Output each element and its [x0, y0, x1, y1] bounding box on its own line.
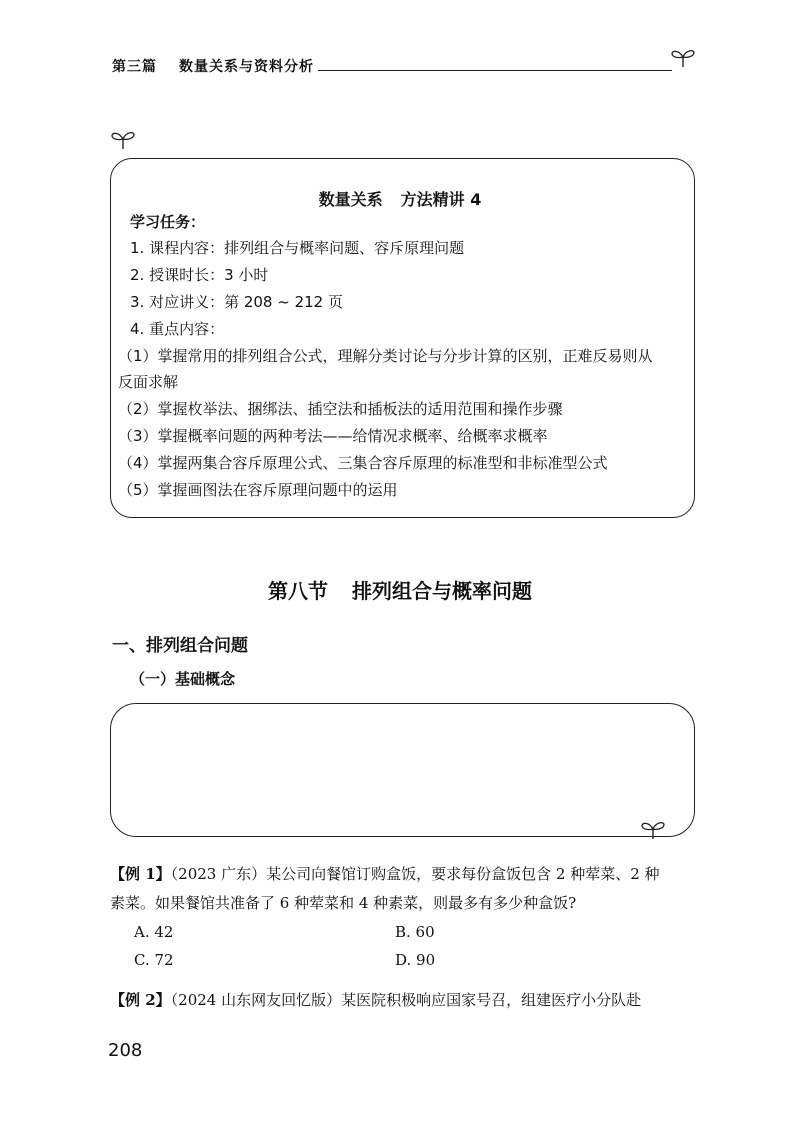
- task-line: 3. 对应讲义：第 208 ~ 212 页: [130, 293, 343, 311]
- running-header: [112, 56, 314, 76]
- heading-level-2: （一）基础概念: [130, 670, 236, 688]
- task-title-part-b: 方法精讲 4: [400, 190, 482, 209]
- section-name: 排列组合与概率问题: [352, 579, 532, 603]
- task-line: （2）掌握枚举法、捆绑法、插空法和插板法的适用范围和操作步骤: [118, 400, 563, 418]
- task-line: 反面求解: [118, 373, 179, 391]
- task-line: （4）掌握两集合容斥原理公式、三集合容斥原理的标准型和非标准型公式: [118, 454, 608, 472]
- task-line: （3）掌握概率问题的两种考法——给情况求概率、给概率求概率: [118, 427, 548, 445]
- task-line: （5）掌握画图法在容斥原理问题中的运用: [118, 481, 398, 499]
- header-title: 数量关系与资料分析: [179, 59, 314, 75]
- example-2-line-1: [110, 990, 641, 1010]
- option-a: A. 42: [134, 923, 174, 941]
- task-line: （1）掌握常用的排列组合公式，理解分类讨论与分步计算的区别，正难反易则从: [118, 347, 653, 365]
- header-part: 第三篇: [112, 59, 157, 75]
- option-b: B. 60: [395, 923, 435, 941]
- task-box-title: [0, 187, 800, 210]
- task-subtitle: 学习任务：: [130, 213, 206, 231]
- example-1-text: （2023 广东）某公司向餐馆订购盒饭，要求每份盒饭包含 2 种荤菜、2 种: [170, 865, 660, 883]
- task-line: 4. 重点内容：: [130, 320, 225, 338]
- example-2-tag: 【例 2】: [110, 991, 171, 1009]
- option-c: C. 72: [134, 951, 174, 969]
- page-number: 208: [108, 1040, 143, 1061]
- sprout-icon: [670, 46, 696, 68]
- example-1-line-2: 素菜。如果餐馆共准备了 6 种荤菜和 4 种素菜，则最多有多少种盒饭?: [110, 894, 577, 912]
- heading-level-1: 一、排列组合问题: [112, 636, 248, 656]
- section-number: 第八节: [268, 579, 328, 603]
- task-line: 2. 授课时长：3 小时: [130, 266, 269, 284]
- header-rule: [318, 70, 672, 71]
- sprout-icon: [640, 818, 666, 840]
- section-title: [0, 575, 800, 604]
- example-1-tag: 【例 1】: [110, 865, 171, 883]
- option-d: D. 90: [395, 951, 436, 969]
- task-title-part-a: 数量关系: [318, 190, 383, 209]
- example-2-text: （2024 山东网友回忆版）某医院积极响应国家号召，组建医疗小分队赴: [170, 991, 642, 1009]
- sprout-icon: [110, 128, 136, 150]
- example-1-line-1: [110, 864, 660, 884]
- notes-box: [110, 703, 695, 837]
- task-line: 1. 课程内容：排列组合与概率问题、容斥原理问题: [130, 239, 465, 257]
